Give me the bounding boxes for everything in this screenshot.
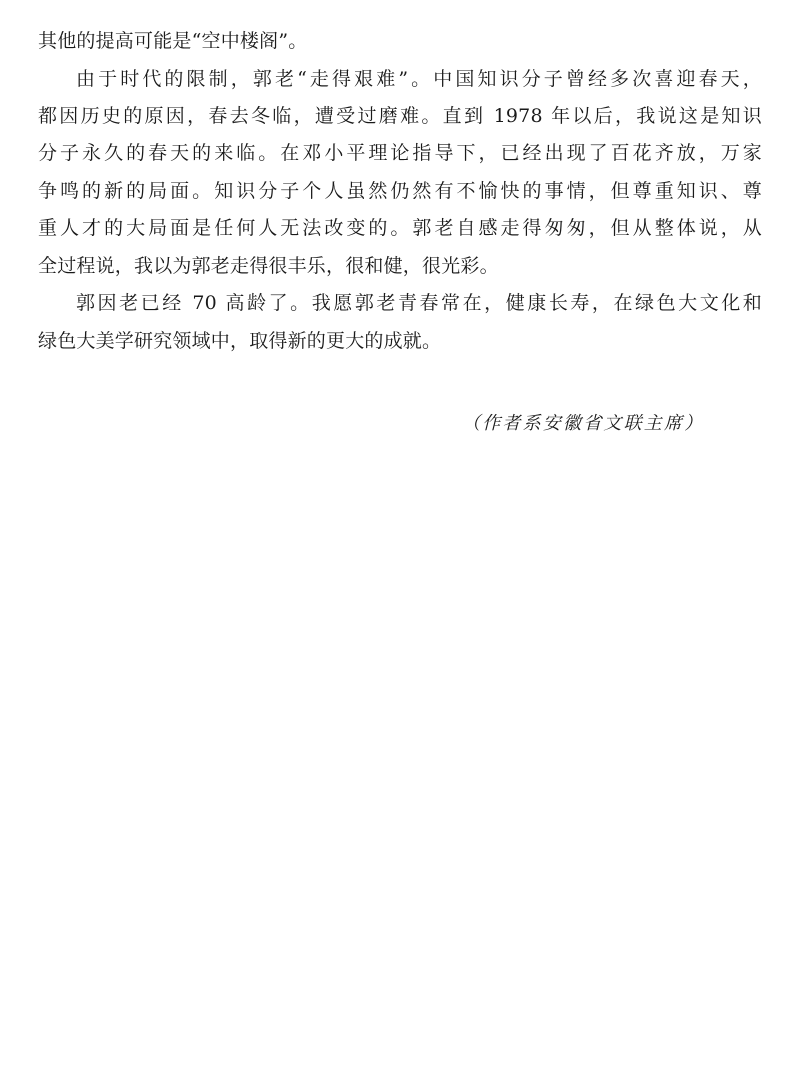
- paragraph-line: 绿色大美学研究领域中，取得新的更大的成就。: [38, 330, 442, 352]
- paragraph-line: 分子永久的春天的来临。在邓小平理论指导下，已经出现了百花齐放，万家: [38, 142, 762, 164]
- paragraph-line: 由于时代的限制，郭老“走得艰难”。中国知识分子曾经多次喜迎春天，: [76, 68, 762, 90]
- paragraph-line: 争鸣的新的局面。知识分子个人虽然仍然有不愉快的事情，但尊重知识、尊: [38, 180, 762, 202]
- paragraph-line: 全过程说，我以为郭老走得很丰乐，很和健，很光彩。: [38, 255, 499, 277]
- author-signature: （作者系安徽省文联主席）: [462, 413, 705, 434]
- paragraph-line: 都因历史的原因，春去冬临，遭受过磨难。直到 1978 年以后，我说这是知识: [38, 105, 762, 127]
- paragraph-line: 郭因老已经 70 高龄了。我愿郭老青春常在，健康长寿，在绿色大文化和: [76, 292, 762, 314]
- paragraph-line: 其他的提高可能是“空中楼阁”。: [38, 30, 308, 52]
- paragraph-line: 重人才的大局面是任何人无法改变的。郭老自感走得匆匆，但从整体说，从: [38, 217, 762, 239]
